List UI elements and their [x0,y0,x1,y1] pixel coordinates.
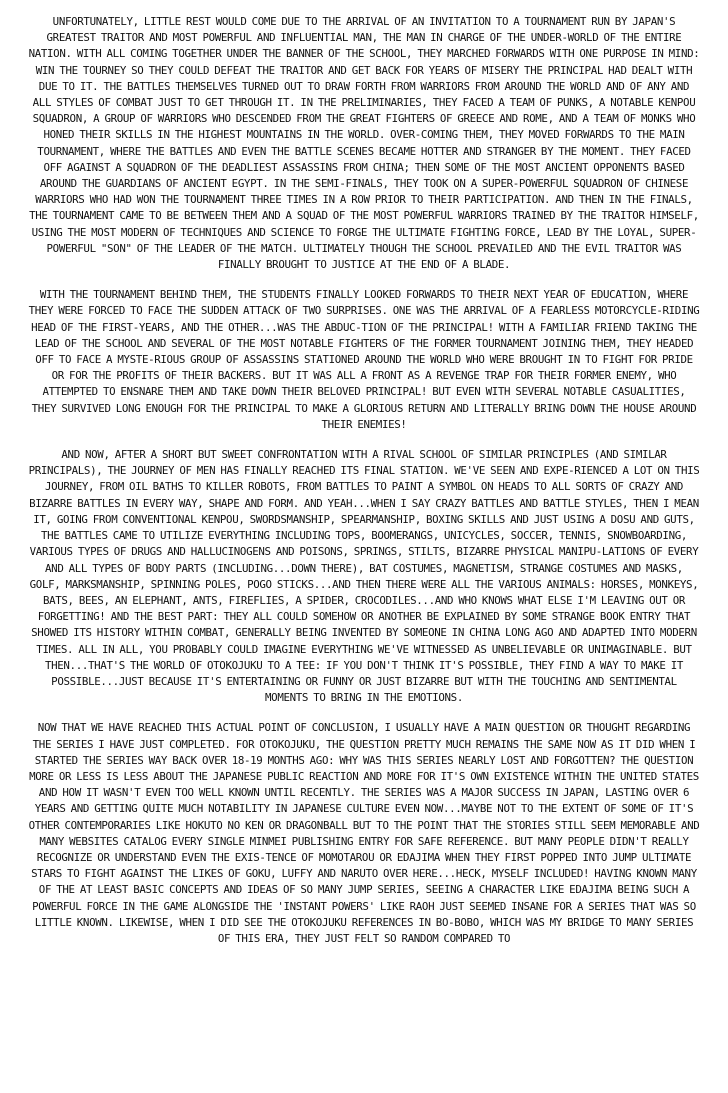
paragraph-final-station: AND NOW, AFTER A SHORT BUT SWEET CONFRONTATION WITH A RIVAL SCHOOL OF SIMILAR PRINCIPLES (AND SIMILAR PRINCIPALS), THE JOURNEY OF MEN HAS FINALLY REACHED ITS FINAL STATION. WE'VE SEEN AND EXPE-RIENCED A LOT ON THIS JOURNEY, FROM OIL BATHS TO KILLER ROBOTS, FROM BATTLES TO PAINT A SYMBOL ON HEADS TO ALL SORTS OF CRAZY AND BIZARRE BATTLES IN EVERY WAY, SHAPE AND FORM. AND YEAH...WHEN I SAY CRAZY BATTLES AND BATTLE STYLES, THEN I MEAN IT, GOING FROM CONVENTIONAL KENPOU, SWORDSMANSHIP, SPEARMANSHIP, BOXING SKILLS AND JUST USING A DOSU AND GUTS, THE BATTLES CAME TO UTILIZE EVERYTHING INCLUDING TOPS, BOOMERANGS, UNICYCLES, SOCCER, TENNIS, SNOWBOARDING, VARIOUS TYPES OF DRUGS AND HALLUCINOGENS AND POISONS, SPRINGS, STILTS, BIZARRE PHYSICAL MANIPU-LATIONS OF EVERY AND ALL TYPES OF BODY PARTS (INCLUDING...DOWN THERE), BAT COSTUMES, MAGNETISM, STRANGE COSTUMES AND MASKS, GOLF, MARKSMANSHIP, SPINNING POLES, POGO STICKS...AND THEN THERE WERE ALL THE VARIOUS ANIMALS: HORSES, MONKEYS, BATS, BEES, AN ELEPHANT, ANTS, FIREFLIES, A SPIDER, CROCODILES...AND WHO KNOWS WHAT ELSE I'M LEAVING OUT OR FORGETTING! AND THE BEST PART: THEY ALL COULD SOMEHOW OR ANOTHER BE EXPLAINED BY SOME STRANGE BOOK ENTRY THAT SHOWED ITS HISTORY WITHIN COMBAT, GENERALLY BEING INVENTED BY SOMEONE IN CHINA LONG AGO AND ADAPTED INTO MODERN TIMES. ALL IN ALL, YOU PROBABLY COULD IMAGINE EVERYTHING WE'VE WITNESSED AS UNBELIEVABLE OR UNIMAGINABLE. BUT THEN...THAT'S THE WORLD OF OTOKOJUKU TO A TEE: IF YOU DON'T THINK IT'S POSSIBLE, THEY FIND A WAY TO MAKE IT POSSIBLE...JUST BECAUSE IT'S ENTERTAINING OR FUNNY OR JUST BIZARRE BUT WITH THE TOUCHING AND SENTIMENTAL MOMENTS TO BRING IN THE EMOTIONS. [28,448,700,705]
paragraph-conclusion: NOW THAT WE HAVE REACHED THIS ACTUAL POINT OF CONCLUSION, I USUALLY HAVE A MAIN QUESTION OR THOUGHT REGARDING THE SERIES I HAVE JUST COMPLETED. FOR OTOKOJUKU, THE QUESTION PRETTY MUCH REMAINS THE SAME NOW AS IT DID WHEN I STARTED THE SERIES WAY BACK OVER 18-19 MONTHS AGO: WHY WAS THIS SERIES NEARLY LOST AND FORGOTTEN? THE QUESTION MORE OR LESS IS LESS ABOUT THE JAPANESE PUBLIC REACTION AND MORE FOR IT'S OWN EXISTENCE WITHIN THE UNITED STATES AND HOW IT WASN'T EVEN TOO WELL KNOWN UNTIL RECENTLY. THE SERIES WAS A MAJOR SUCCESS IN JAPAN, LASTING OVER 6 YEARS AND GETTING QUITE MUCH NOTABILITY IN JAPANESE CULTURE EVEN NOW...MAYBE NOT TO THE EXTENT OF SOME OF IT'S OTHER CONTEMPORARIES LIKE HOKUTO NO KEN OR DRAGONBALL BUT TO THE POINT THAT THE STORIES STILL SEEM MEMORABLE AND MANY WEBSITES CATALOG EVERY SINGLE MINMEI PUBLISHING ENTRY FOR SAFE REFERENCE. BUT MANY PEOPLE DIDN'T REALLY RECOGNIZE OR UNDERSTAND EVEN THE EXIS-TENCE OF MOMOTAROU OR EDAJIMA WHEN THEY FIRST POPPED INTO JUMP ULTIMATE STARS TO FIGHT AGAINST THE LIKES OF GOKU, LUFFY AND NARUTO OVER HERE...HECK, MYSELF INCLUDED! HAVING KNOWN MANY OF THE AT LEAST BASIC CONCEPTS AND IDEAS OF SO MANY JUMP SERIES, SEEING A CHARACTER LIKE EDAJIMA BEING SUCH A POWERFUL FORCE IN THE GAME ALONGSIDE THE 'INSTANT POWERS' LIKE RAOH JUST SEEMED INSANE FOR A SERIES THAT WAS SO LITTLE KNOWN. LIKEWISE, WHEN I DID SEE THE OTOKOJUKU REFERENCES IN BO-BOBO, WHICH WAS MY BRIDGE TO MANY SERIES OF THIS ERA, THEY JUST FELT SO RANDOM COMPARED TO [28,721,700,945]
paragraph-tournament: UNFORTUNATELY, LITTLE REST WOULD COME DUE TO THE ARRIVAL OF AN INVITATION TO A TOURNAMENT RUN BY JAPAN'S GREATEST TRAITOR AND MOST POWERFUL AND INFLUENTIAL MAN, THE MAN IN CHARGE OF THE UNDER-WORLD OF THE ENTIRE NATION. WITH ALL COMING TOGETHER UNDER THE BANNER OF THE SCHOOL, THEY MARCHED FORWARDS WITH ONE PURPOSE IN MIND: WIN THE TOURNEY SO THEY COULD DEFEAT THE TRAITOR AND GET BACK FOR YEARS OF MISERY THE PRINCIPAL HAD DEALT WITH DUE TO IT. THE BATTLES THEMSELVES TURNED OUT TO DRAW FORTH FROM WARRIORS FROM AROUND THE WORLD AND OF ANY AND ALL STYLES OF COMBAT JUST TO GET THROUGH IT. IN THE PRELIMINARIES, THEY FACED A TEAM OF PUNKS, A NOTABLE KENPOU SQUADRON, A GROUP OF WARRIORS WHO DESCENDED FROM THE GREAT FIGHTERS OF GREECE AND ROME, AND A TEAM OF MONKS WHO HONED THEIR SKILLS IN THE HIGHEST MOUNTAINS IN THE WORLD. OVER-COMING THEM, THEY MOVED FORWARDS TO THE MAIN TOURNAMENT, WHERE THE BATTLES AND EVEN THE BATTLE SCENES BECAME HOTTER AND STRANGER BY THE MOMENT. THEY FACED OFF AGAINST A SQUADRON OF THE DEADLIEST ASSASSINS FROM CHINA; THEN SOME OF THE MOST ANCIENT OPPONENTS BASED AROUND THE GUARDIANS OF ANCIENT EGYPT. IN THE SEMI-FINALS, THEY TOOK ON A SUPER-POWERFUL SQUADRON OF CHINESE WARRIORS WHO HAD WON THE TOURNAMENT THREE TIMES IN A ROW PRIOR TO THEIR PARTICIPATION. AND THEN IN THE FINALS, THE TOURNAMENT CAME TO BE BETWEEN THEM AND A SQUAD OF THE MOST POWERFUL WARRIORS TRAINED BY THE TRAITOR HIMSELF, USING THE MOST MODERN OF TECHNIQUES AND SCIENCE TO FORGE THE ULTIMATE FIGHTING FORCE, LEAD BY THE LOYAL, SUPER-POWERFUL "SON" OF THE LEADER OF THE MATCH. ULTIMATELY THOUGH THE SCHOOL PREVAILED AND THE EVIL TRAITOR WAS FINALLY BROUGHT TO JUSTICE AT THE END OF A BLADE. [28,15,700,272]
paragraph-abduction: WITH THE TOURNAMENT BEHIND THEM, THE STUDENTS FINALLY LOOKED FORWARDS TO THEIR NEXT YEAR OF EDUCATION, WHERE THEY WERE FORCED TO FACE THE SUDDEN ATTACK OF TWO SURPRISES. ONE WAS THE ARRIVAL OF A FEARLESS MOTORCYCLE-RIDING HEAD OF THE FIRST-YEARS, AND THE OTHER...WAS THE ABDUC-TION OF THE PRINCIPAL! WITH A FAMILIAR FRIEND TAKING THE LEAD OF THE SCHOOL AND SEVERAL OF THE MOST NOTABLE FIGHTERS OF THE FORMER TOURNAMENT JOINING THEM, THEY HEADED OFF TO FACE A MYSTE-RIOUS GROUP OF ASSASSINS STATIONED AROUND THE WORLD WHO WERE BROUGHT IN TO FIGHT FOR PRIDE OR FOR THE PROFITS OF THEIR BACKERS. BUT IT WAS ALL A FRONT AS A REVENGE TRAP FOR THEIR FORMER ENEMY, WHO ATTEMPTED TO ENSNARE THEM AND TAKE DOWN THEIR BELOVED PRINCIPAL! BUT EVEN WITH SEVERAL NOTABLE CASUALITIES, THEY SURVIVED LONG ENOUGH FOR THE PRINCIPAL TO MAKE A GLORIOUS RETURN AND LITERALLY BRING DOWN THE HOUSE AROUND THEIR ENEMIES! [28,288,700,431]
